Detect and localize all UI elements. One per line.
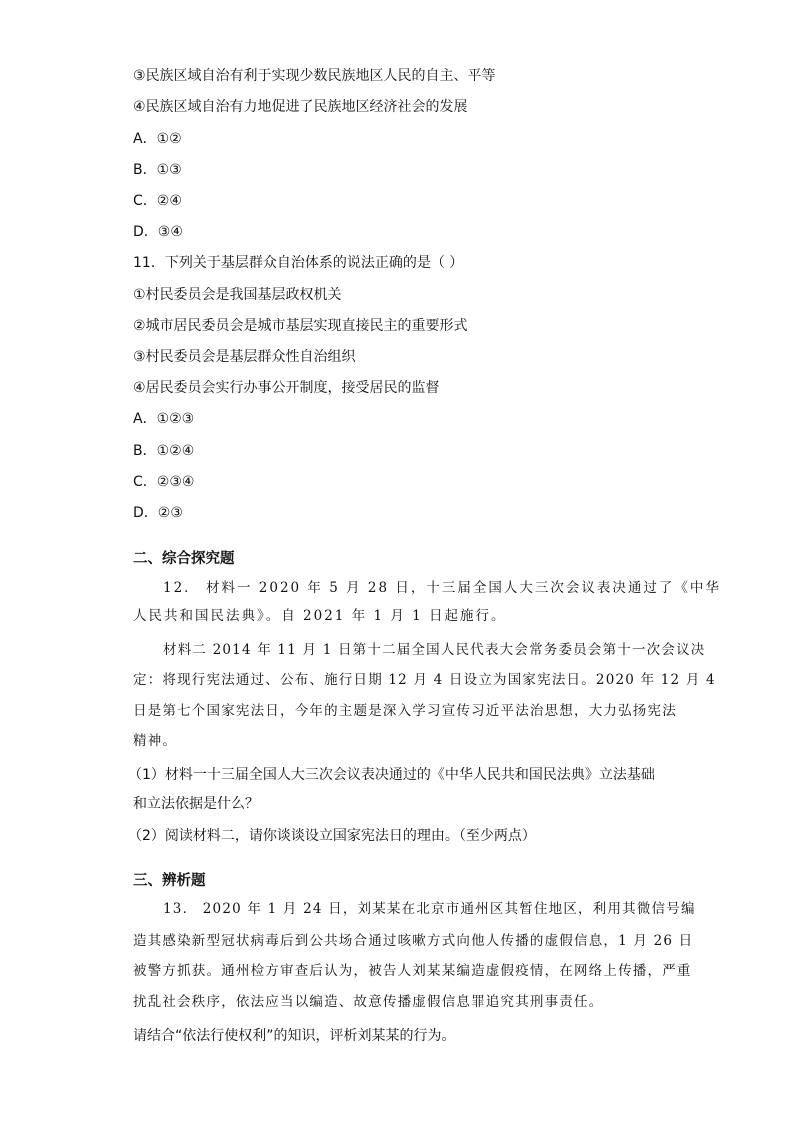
q10-choice-d: D．③④ [133, 224, 183, 240]
q11-choice-c: C．②③④ [133, 474, 195, 490]
q11-stem: 11．下列关于基层群众自治体系的说法正确的是（ ） [133, 255, 464, 271]
q12-material-line-2: 人民共和国民法典》。自 2021 年 1 月 1 日起施行。 [133, 608, 507, 624]
q11-option-4: ④居民委员会实行办事公开制度，接受居民的监督 [133, 380, 440, 396]
q11-choice-b: B．①②④ [133, 443, 195, 459]
q12-material-line-6: 精神。 [133, 733, 178, 749]
q10-choice-c: C．②④ [133, 193, 182, 209]
q12-material-line-1: 12． 材料一 2020 年 5 月 28 日，十三届全国人大三次会议表决通过了《中华 [163, 580, 721, 596]
q12-material-line-5: 日是第七个国家宪法日，今年的主题是深入学习宣传习近平法治思想，大力弘扬宪法 [133, 703, 677, 719]
q13-material-line-2: 造其感染新型冠状病毒后到公共场合通过咳嗽方式向他人传播的虚假信息，1 月 26 日 [133, 933, 694, 949]
q13-prompt: 请结合“依法行使权利”的知识，评析刘某某的行为。 [133, 1028, 456, 1044]
q11-choice-d: D．②③ [133, 505, 183, 521]
q12-sub2: （2）阅读材料二，请你谈谈设立国家宪法日的理由。（至少两点） [128, 828, 536, 844]
q11-option-1: ①村民委员会是我国基层政权机关 [133, 287, 342, 303]
q12-material-line-4: 定：将现行宪法通过、公布、施行日期 12 月 4 日设立为国家宪法日。2020 年 12 月 4 [133, 672, 716, 688]
q13-material-line-4: 扰乱社会秩序，依法应当以编造、故意传播虚假信息罪追究其刑事责任。 [133, 994, 604, 1010]
section-2-title: 二、综合探究题 [133, 551, 235, 567]
q11-option-2: ②城市居民委员会是城市基层实现直接民主的重要形式 [133, 318, 468, 334]
q12-sub1-line-1: （1）材料一十三届全国人大三次会议表决通过的《中华人民共和国民法典》立法基础 [128, 767, 655, 783]
q10-choice-a: A．①② [133, 131, 182, 147]
q11-option-3: ③村民委员会是基层群众性自治组织 [133, 349, 356, 365]
q13-material-line-1: 13． 2020 年 1 月 24 日，刘某某在北京市通州区其暂住地区，利用其微信号编 [163, 901, 696, 917]
q10-option-4: ④民族区域自治有力地促进了民族地区经济社会的发展 [133, 99, 468, 115]
q13-material-line-3: 被警方抓获。通州检方审查后认为，被告人刘某某编造虚假疫情，在网络上传播，严重 [133, 963, 692, 979]
section-3-title: 三、辨析题 [133, 873, 206, 889]
q11-choice-a: A．①②③ [133, 411, 195, 427]
q12-sub1-line-2: 和立法依据是什么？ [133, 796, 259, 812]
q10-option-3: ③民族区域自治有利于实现少数民族地区人民的自主、平等 [133, 68, 496, 84]
q10-choice-b: B．①③ [133, 162, 182, 178]
q12-material-line-3: 材料二 2014 年 11 月 1 日第十二届全国人民代表大会常务委员会第十一次会议决 [163, 642, 706, 658]
